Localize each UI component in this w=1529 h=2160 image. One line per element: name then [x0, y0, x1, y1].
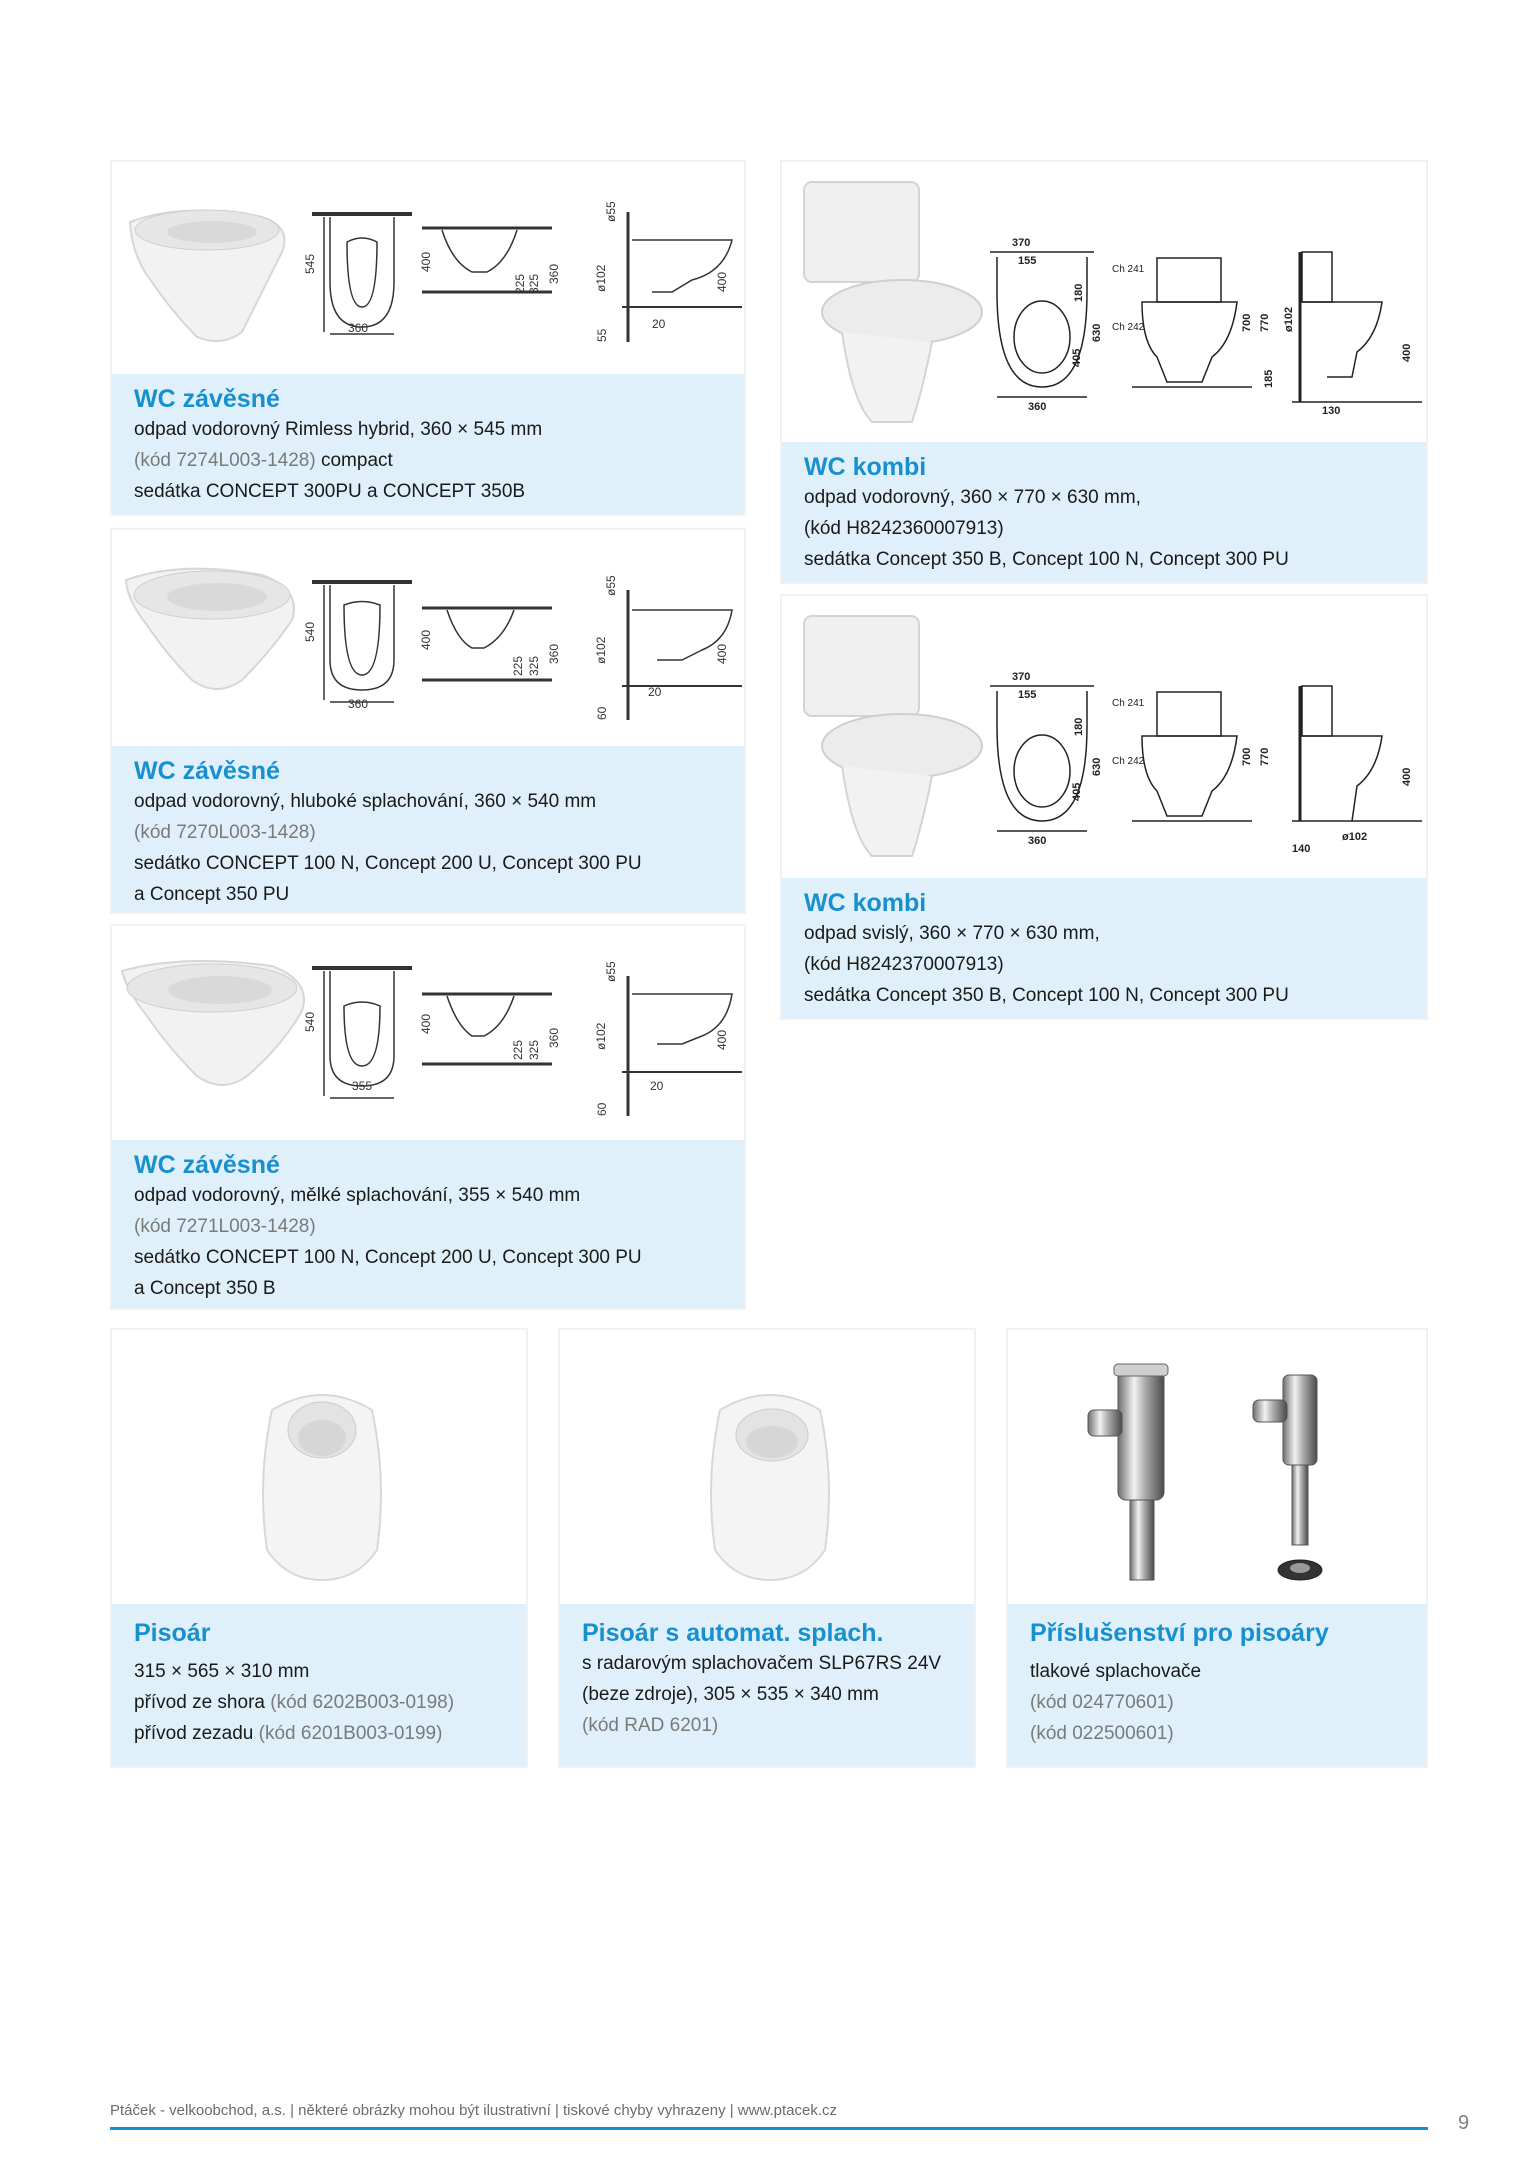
dim-width: 355 [352, 1079, 373, 1093]
urinal-photo [560, 1330, 974, 1608]
dim-400: 400 [419, 1013, 433, 1034]
label-ch242: Ch 242 [1112, 756, 1145, 767]
product-info [112, 746, 744, 912]
product-title: WC závěsné [134, 1151, 280, 1179]
product-code: (kód H8242360007913) [804, 518, 1004, 539]
label-ch241: Ch 241 [1112, 698, 1145, 709]
dim-325: 325 [527, 1039, 541, 1060]
dim-dia: ø102 [594, 636, 608, 664]
dim-180: 180 [1073, 283, 1085, 302]
label-ch242: Ch 242 [1112, 322, 1145, 333]
product-info [112, 374, 744, 514]
product-title: WC závěsné [134, 757, 280, 785]
product-card-wc-kombi-1 [780, 160, 1428, 584]
dim-400: 400 [419, 251, 433, 272]
footer-text: Ptáček - velkoobchod, a.s. | některé obrázky mohou být ilustrativní | tiskové chyby vyhrazeny | www.ptacek.cz [110, 2102, 838, 2119]
product-seats-cont: a Concept 350 B [134, 1278, 276, 1299]
page-number: 9 [1458, 2112, 1470, 2134]
dim-400b: 400 [715, 271, 729, 292]
dim-325: 325 [527, 655, 541, 676]
product-image-area [112, 1330, 526, 1608]
product-seats-cont: a Concept 350 PU [134, 884, 290, 905]
product-image-area [1008, 1330, 1426, 1608]
product-info [782, 878, 1426, 1018]
dim-dia: ø102 [1283, 306, 1295, 332]
product-card-wc-kombi-2 [780, 594, 1428, 1020]
supply-top-label: přívod ze shora [134, 1692, 271, 1713]
dim-400: 400 [1401, 767, 1413, 786]
toilet-kombi-photo [804, 616, 982, 856]
dim-400: 400 [419, 629, 433, 650]
dim-top: ø55 [604, 961, 618, 982]
product-seats: sedátka CONCEPT 300PU a CONCEPT 350B [134, 481, 526, 502]
flush-valve-photo [1008, 1330, 1426, 1608]
pressure-flush-valve-2 [1253, 1375, 1322, 1580]
dim-770: 770 [1259, 313, 1271, 332]
product-title: WC závěsné [134, 385, 280, 413]
toilet-photo [126, 569, 294, 689]
wc-kombi-drawing [782, 162, 1426, 446]
product-desc: odpad vodorovný, mělké splachování, 355 × 540 mm [134, 1185, 581, 1206]
dim-top: ø55 [604, 575, 618, 596]
dim-700: 700 [1241, 313, 1253, 332]
dim-b20: 20 [652, 317, 666, 331]
product-desc: odpad vodorovný Rimless hybrid, 360 × 545 mm [134, 419, 543, 440]
dim-dia: ø102 [594, 264, 608, 292]
dim-155: 155 [1018, 689, 1037, 701]
dim-360: 360 [1028, 835, 1047, 847]
product-desc: odpad svislý, 360 × 770 × 630 mm, [804, 923, 1100, 944]
dim-height: 540 [303, 621, 317, 642]
product-code-2: (kód 022500601) [1030, 1723, 1174, 1744]
footer-rule [110, 2127, 1428, 2130]
supply-back-code: (kód 6201B003-0199) [258, 1723, 443, 1744]
product-image-area [112, 162, 744, 378]
product-card-pisoar [110, 1328, 528, 1768]
dim-height: 540 [303, 1011, 317, 1032]
product-desc: tlakové splachovače [1030, 1661, 1202, 1682]
dim-225: 225 [511, 1039, 525, 1060]
dim-700: 700 [1241, 747, 1253, 766]
label-ch241: Ch 241 [1112, 264, 1145, 275]
pressure-flush-valve-1 [1088, 1364, 1168, 1580]
dim-400: 400 [1401, 343, 1413, 362]
product-code: (kód 7274L003-1428) [134, 450, 316, 471]
dim-width: 360 [348, 697, 369, 711]
wc-wall-hung-drawing [112, 926, 742, 1144]
dim-630: 630 [1091, 323, 1103, 342]
wc-kombi-drawing [782, 596, 1426, 882]
product-title: Příslušenství pro pisoáry [1030, 1619, 1329, 1647]
product-info [782, 442, 1426, 582]
dim-400b: 400 [715, 643, 729, 664]
product-code: (kód 7271L003-1428) [134, 1216, 316, 1237]
dim-370: 370 [1012, 237, 1031, 249]
dim-155: 155 [1018, 255, 1037, 267]
dim-b20: 20 [650, 1079, 664, 1093]
toilet-photo [122, 961, 304, 1085]
dim-dia: ø102 [594, 1022, 608, 1050]
dim-630: 630 [1091, 757, 1103, 776]
dim-225: 225 [513, 273, 527, 294]
product-desc: odpad vodorovný, hluboké splachování, 360 × 540 mm [134, 791, 597, 812]
dim-b20: 20 [648, 685, 662, 699]
dim-185: 185 [1263, 369, 1275, 388]
product-info [112, 1140, 744, 1308]
dim-dia: ø102 [1342, 831, 1368, 843]
product-title: Pisoár s automat. splach. [582, 1619, 884, 1647]
product-seats: sedátko CONCEPT 100 N, Concept 200 U, Concept 300 PU [134, 1247, 642, 1268]
product-desc: s radarovým splachovačem SLP67RS 24V [582, 1653, 942, 1674]
product-seats: sedátka Concept 350 B, Concept 100 N, Concept 300 PU [804, 985, 1289, 1006]
product-info [112, 1604, 526, 1766]
product-image-area [782, 596, 1426, 882]
dim-b55: 55 [595, 328, 609, 342]
product-card-prislusenstvi [1006, 1328, 1428, 1768]
product-desc: odpad vodorovný, 360 × 770 × 630 mm, [804, 487, 1141, 508]
dim-360: 360 [1028, 401, 1047, 413]
dim-130: 130 [1322, 405, 1341, 417]
dim-b60: 60 [595, 1102, 609, 1116]
product-dims: 315 × 565 × 310 mm [134, 1661, 310, 1682]
dim-360: 360 [547, 1027, 561, 1048]
dim-325: 325 [527, 273, 541, 294]
toilet-kombi-photo [804, 182, 982, 422]
dim-top: ø55 [604, 201, 618, 222]
product-card-wc-zavesne-1 [110, 160, 746, 516]
product-image-area [112, 530, 744, 746]
wc-wall-hung-drawing [112, 530, 742, 746]
product-title: WC kombi [804, 889, 927, 917]
toilet-photo [130, 210, 285, 341]
product-card-pisoar-auto [558, 1328, 976, 1768]
dim-140: 140 [1292, 843, 1311, 855]
product-card-wc-zavesne-2 [110, 528, 746, 914]
product-code: (kód 7270L003-1428) [134, 822, 316, 843]
dim-b60: 60 [595, 706, 609, 720]
product-info [1008, 1604, 1426, 1766]
product-code: (kód RAD 6201) [582, 1715, 719, 1736]
supply-top-code: (kód 6202B003-0198) [270, 1692, 455, 1713]
dim-180: 180 [1073, 717, 1085, 736]
dim-360: 360 [547, 643, 561, 664]
dim-370: 370 [1012, 671, 1031, 683]
product-image-area [782, 162, 1426, 446]
supply-back-label: přívod zezadu [134, 1723, 259, 1744]
product-image-area [112, 926, 744, 1144]
dim-width: 360 [348, 321, 369, 335]
wc-wall-hung-drawing [112, 162, 742, 378]
product-code: (kód H8242370007913) [804, 954, 1004, 975]
dim-360: 360 [547, 263, 561, 284]
dim-405: 405 [1071, 782, 1083, 801]
dim-405: 405 [1071, 348, 1083, 367]
urinal-photo [112, 1330, 526, 1608]
product-dims: (beze zdroje), 305 × 535 × 340 mm [582, 1684, 879, 1705]
product-image-area [560, 1330, 974, 1608]
dim-400b: 400 [715, 1029, 729, 1050]
product-card-wc-zavesne-3 [110, 924, 746, 1310]
dim-770: 770 [1259, 747, 1271, 766]
dim-225: 225 [511, 655, 525, 676]
product-info [560, 1604, 974, 1766]
product-code-suffix: compact [315, 450, 393, 471]
product-seats: sedátko CONCEPT 100 N, Concept 200 U, Concept 300 PU [134, 853, 642, 874]
product-title: WC kombi [804, 453, 927, 481]
product-code-1: (kód 024770601) [1030, 1692, 1174, 1713]
dim-height: 545 [303, 253, 317, 274]
product-title: Pisoár [134, 1619, 211, 1647]
product-seats: sedátka Concept 350 B, Concept 100 N, Concept 300 PU [804, 549, 1289, 570]
